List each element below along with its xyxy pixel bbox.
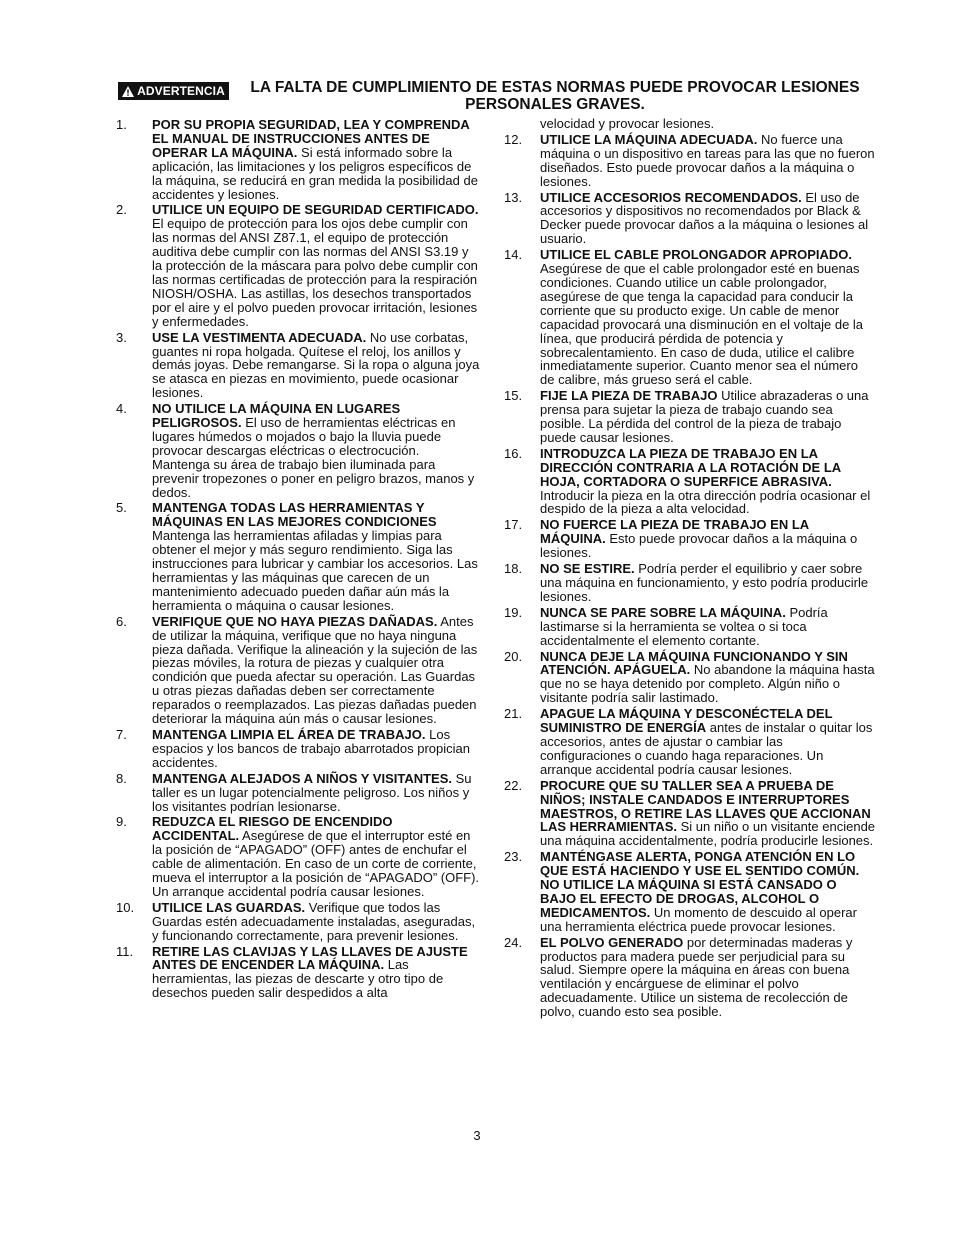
list-item (504, 562, 876, 604)
item-text (152, 901, 480, 943)
item-text (540, 562, 876, 604)
list-item (504, 707, 876, 777)
item-text (540, 133, 876, 189)
list-item (116, 501, 480, 612)
item-heading: VERIFIQUE QUE NO HAYA PIEZAS DAÑADAS. (152, 613, 438, 629)
item-text (152, 728, 480, 770)
item-number: 3. (116, 329, 127, 345)
item-heading: REDUZCA EL RIESGO DE ENCENDIDO ACCIDENTAL. (152, 814, 393, 844)
item-heading: POR SU PROPIA SEGURIDAD, LEA Y COMPRENDA EL MANUAL DE INSTRUCCIONES ANTES DE OPERAR LA MÁQUINA. (152, 117, 470, 160)
item-text (152, 203, 480, 328)
item-number: 17. (504, 517, 523, 533)
item-text (540, 606, 876, 648)
item-heading: MANTENGA ALEJADOS A NIÑOS Y VISITANTES. (152, 770, 452, 786)
item-text (152, 615, 480, 726)
list-item (504, 650, 876, 706)
list-item (116, 945, 480, 1001)
list-item (504, 606, 876, 648)
item-number: 4. (116, 401, 127, 417)
item-heading: MANTÉNGASE ALERTA, PONGA ATENCIÓN EN LO QUE ESTÁ HACIENDO Y USE EL SENTIDO COMÚN. NO UTILICE LA MÁQUINA SI ESTÁ CANSADO O BAJO EL EFECTO DE DROGAS, ALCOHOL O MEDICAMENTOS. (540, 849, 860, 920)
item-number: 19. (504, 604, 523, 620)
list-item (504, 850, 876, 933)
item-number: 7. (116, 726, 127, 742)
item-number: 5. (116, 500, 127, 516)
item-body: Esto puede provocar daños a la máquina o lesiones. (540, 531, 858, 561)
item-number: 9. (116, 814, 127, 830)
item-text (540, 707, 876, 777)
item-text (152, 815, 480, 898)
item-body: por determinadas maderas y productos para madera puede ser perjudicial para su salud. Siempre opere la máquina en áreas con buena ventilación y encárguese de eliminar el polvo adecuadamente. Utilice un sistema de recolección de polvo, cuando esto sea posible. (540, 934, 853, 1020)
item-heading: NUNCA DEJE LA MÁQUINA FUNCIONANDO Y SIN ATENCIÓN. APÁGUELA. (540, 648, 848, 678)
list-item (504, 133, 876, 189)
item-body: El uso de accesorios y dispositivos no recomendados por Black & Decker puede provocar daños a la máquina o lesiones al usuario. (540, 189, 869, 247)
item-number: 10. (116, 899, 135, 915)
item-number: 20. (504, 648, 523, 664)
item-body: Asegúrese de que el interruptor esté en la posición de “APAGADO” (OFF) antes de enchufar el cable de alimentación. En caso de un corte de corriente, mueva el interruptor a la posición de “APAGADO” (OFF). Un arranque accidental podría causar lesiones. (152, 828, 480, 899)
item-number: 13. (504, 189, 523, 205)
list-item (116, 402, 480, 499)
item-heading: APAGUE LA MÁQUINA Y DESCONÉCTELA DEL SUMINISTRO DE ENERGÍA (540, 706, 833, 736)
item-text (540, 518, 876, 560)
item-number: 15. (504, 388, 523, 404)
item-heading: PROCURE QUE SU TALLER SEA A PRUEBA DE NIÑOS; INSTALE CANDADOS E INTERRUPTORES MAESTROS, O RETIRE LAS LLAVES QUE ACCIONAN LAS HERRAMIENTAS. (540, 777, 871, 835)
right-column (504, 117, 876, 1021)
list-item (504, 191, 876, 247)
list-item (504, 518, 876, 560)
item-text (152, 501, 480, 612)
warning-badge-label: ADVERTENCIA (137, 84, 225, 98)
item-number: 23. (504, 849, 523, 865)
warning-triangle-icon (122, 86, 134, 97)
warning-badge (118, 82, 229, 100)
list-item (116, 203, 480, 328)
item-text (152, 118, 480, 201)
item-heading: UTILICE EL CABLE PROLONGADOR APROPIADO. (540, 247, 853, 263)
warning-title: LA FALTA DE CUMPLIMIENTO DE ESTAS NORMAS PUEDE PROVOCAR LESIONES PERSONALES GRAVES. (250, 79, 860, 113)
item-body: Si un niño o un visitante enciende una máquina accidentalmente, podría producirle lesiones. (540, 819, 876, 849)
item-body: Si está informado sobre la aplicación, las limitaciones y los peligros específicos de la máquina, se reducirá en gran medida la posibilidad de accidentes y lesiones. (152, 144, 478, 202)
list-item (116, 118, 480, 201)
list-item (116, 772, 480, 814)
item-text (540, 650, 876, 706)
item-body: Un momento de descuido al operar una herramienta eléctrica puede provocar lesiones. (540, 904, 857, 934)
item-text (540, 447, 876, 517)
item-text (540, 936, 876, 1019)
list-item (116, 901, 480, 943)
item-heading: FIJE LA PIEZA DE TRABAJO (540, 388, 718, 404)
item-number: 11. (116, 943, 134, 959)
item-text (540, 389, 876, 445)
list-item (504, 447, 876, 517)
item-number: 12. (504, 131, 523, 147)
item-number: 18. (504, 561, 523, 577)
item-heading: NO FUERCE LA PIEZA DE TRABAJO EN LA MÁQUINA. (540, 517, 809, 547)
item-number: 16. (504, 445, 523, 461)
item-heading: RETIRE LAS CLAVIJAS Y LAS LLAVES DE AJUSTE ANTES DE ENCENDER LA MÁQUINA. (152, 943, 468, 973)
item-heading: EL POLVO GENERADO (540, 934, 684, 950)
item-heading: INTRODUZCA LA PIEZA DE TRABAJO EN LA DIRECCIÓN CONTRARIA A LA ROTACIÓN DE LA HOJA, CORTADORA O SUPERFICE ABRASIVA. (540, 445, 841, 489)
item-body: El equipo de protección para los ojos debe cumplir con las normas del ANSI Z87.1, el equipo de protección auditiva debe cumplir con las normas del ANSI S3.19 y la protección de la máscara para polvo debe cumplir con las normas certificadas de protección para la respiración NIOSH/OSHA. Las astillas, los desechos transportados por el aire y el polvo pueden provocar irritación, lesiones y enfermedades. (152, 216, 478, 329)
item-heading: MANTENGA LIMPIA EL ÁREA DE TRABAJO. (152, 726, 426, 742)
item-body: El uso de herramientas eléctricas en lugares húmedos o mojados o bajo la lluvia puede provocar descargas eléctricas o electrocución. Mantenga su área de trabajo bien iluminada para prevenir tropezones o poner en peligro brazos, manos y dedos. (152, 415, 475, 500)
list-item (116, 331, 480, 401)
item-number: 1. (116, 117, 127, 132)
item-text (540, 779, 876, 849)
item-text (540, 850, 876, 933)
item-body: No abandone la máquina hasta que no se haya detenido por completo. Algún niño o visitante podría salir lastimado. (540, 662, 875, 706)
item-number: 14. (504, 247, 523, 263)
item-heading: UTILICE ACCESORIOS RECOMENDADOS. (540, 189, 802, 205)
item-body: antes de instalar o quitar los accesorios, antes de ajustar o cambiar las configuraciones o cuando haga reparaciones. Un arranque accidental podría causar lesiones. (540, 720, 873, 777)
item-body: Introducir la pieza en la otra dirección podría ocasionar el despido de la pieza a alta velocidad. (540, 487, 871, 517)
left-column (116, 118, 480, 1002)
right-column-items (504, 133, 876, 1019)
list-item (116, 615, 480, 726)
item-body: Las herramientas, las piezas de descarte y otro tipo de desechos pueden salir despedidos a alta (152, 957, 444, 1001)
list-item (504, 389, 876, 445)
item-number: 2. (116, 202, 127, 218)
item-body: Su taller es un lugar potencialmente peligroso. Los niños y los visitantes podrían lesionarse. (152, 770, 472, 814)
item-heading: NO SE ESTIRE. (540, 561, 635, 577)
item-text (152, 772, 480, 814)
item-text (152, 402, 480, 499)
item-number: 6. (116, 613, 127, 629)
item-body: Antes de utilizar la máquina, verifique que no haya ninguna pieza dañada. Verifique la alineación y la sujeción de las piezas móviles, la rotura de piezas y cualquier otra condición que pueda afectar su operación. Las Guardas u otras piezas dañadas deben ser correctamente reparados o reemplazados. Las piezas dañadas pueden deteriorar la máquina aún más o causar lesiones. (152, 613, 478, 727)
item-text (152, 331, 480, 401)
item-text (540, 191, 876, 247)
item-heading: UTILICE LAS GUARDAS. (152, 899, 306, 915)
item-body: Podría lastimarse si la herramienta se voltea o si toca accidentalmente el elemento cortante. (540, 604, 828, 648)
item-heading: USE LA VESTIMENTA ADECUADA. (152, 329, 367, 345)
item-number: 21. (504, 706, 523, 722)
continued-text: velocidad y provocar lesiones. (540, 116, 715, 131)
item-body: No use corbatas, guantes ni ropa holgada. Quítese el reloj, los anillos y demás joyas. Debe remangarse. Si la ropa o alguna joya se atasca en piezas en movimiento, puede ocasionar lesiones. (152, 329, 480, 401)
page-number: 3 (473, 1128, 481, 1143)
item-body: Mantenga las herramientas afiladas y limpias para obtener el mejor y más seguro rendimiento. Siga las instrucciones para lubricar y cambiar los accesorios. Las herramientas y las máquinas que carecen de un mantenimiento adecuado pueden dañar aún más la herramienta o máquina o causar lesiones. (152, 528, 478, 613)
item-text (152, 945, 480, 1001)
item-heading: NUNCA SE PARE SOBRE LA MÁQUINA. (540, 604, 786, 620)
item-number: 22. (504, 777, 523, 793)
list-item (504, 936, 876, 1019)
item-body: No fuerce una máquina o un dispositivo en tareas para las que no fueron diseñados. Esto puede provocar daños a la máquina o lesiones. (540, 131, 875, 189)
item-heading: MANTENGA TODAS LAS HERRAMIENTAS Y MÁQUINAS EN LAS MEJORES CONDICIONES (152, 500, 437, 530)
list-item (116, 728, 480, 770)
item-number: 24. (504, 934, 523, 950)
item-heading: UTILICE LA MÁQUINA ADECUADA. (540, 131, 758, 147)
item-body: Podría perder el equilibrio y caer sobre una máquina en funcionamiento, y esto podría producirle lesiones. (540, 561, 869, 604)
list-item (116, 815, 480, 898)
item-body: Verifique que todos las Guardas estén adecuadamente instaladas, aseguradas, y funcionando correctamente, para prevenir lesiones. (152, 899, 476, 943)
item-body: Utilice abrazaderas o una prensa para sujetar la pieza de trabajo cuando sea posible. La pérdida del control de la pieza de trabajo puede causar lesiones. (540, 388, 869, 445)
item-body: Asegúrese de que el cable prolongador esté en buenas condiciones. Cuando utilice un cable prolongador, asegúrese de que tenga la capacidad para conducir la corriente que su producto exige. Un cable de menor capacidad provocará una disminución en el voltaje de la línea, que producirá pérdida de potencia y sobrecalentamiento. En caso de duda, utilice el calibre inmediatamente superior. Cuanto menor sea el número de calibre, más grueso será el cable. (540, 261, 864, 388)
item-body: Los espacios y los bancos de trabajo abarrotados propician accidentes. (152, 726, 470, 770)
list-item (504, 779, 876, 849)
list-item (504, 248, 876, 387)
item-number: 8. (116, 770, 127, 786)
item-heading: NO UTILICE LA MÁQUINA EN LUGARES PELIGROSOS. (152, 401, 401, 431)
item-heading: UTILICE UN EQUIPO DE SEGURIDAD CERTIFICADO. (152, 202, 479, 218)
item-text (540, 248, 876, 387)
